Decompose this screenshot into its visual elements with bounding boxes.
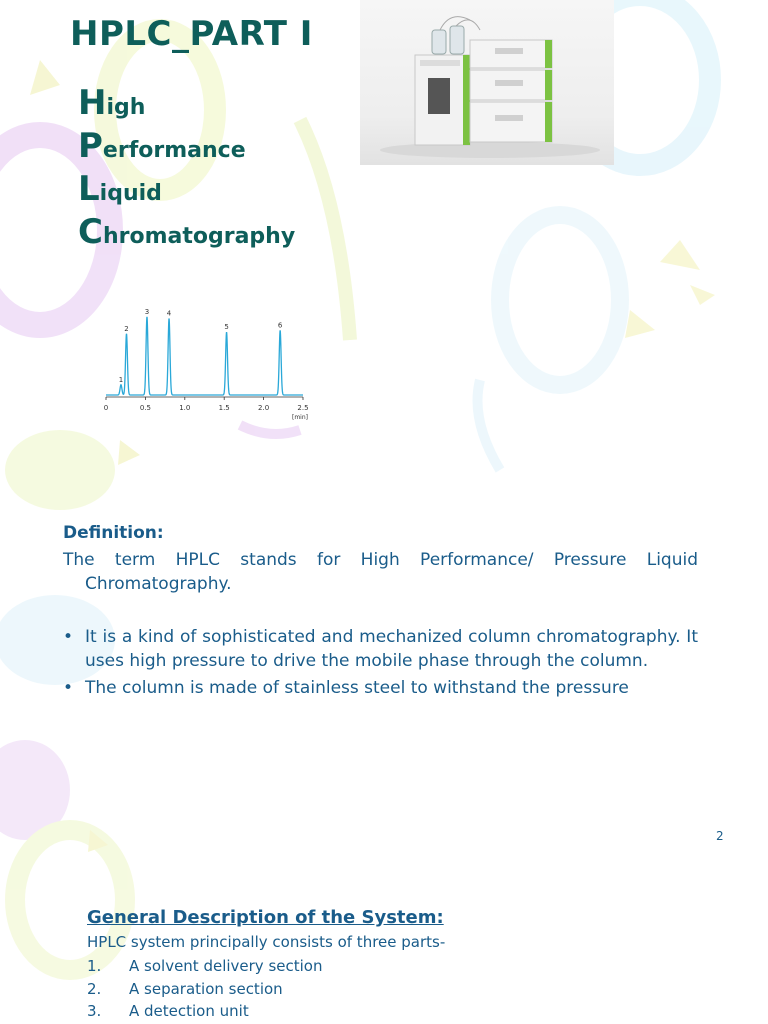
bullet-item xyxy=(63,626,698,673)
hplc-instrument-image xyxy=(360,0,614,165)
x-tick-label: 2.5 xyxy=(297,404,309,412)
list-item xyxy=(87,978,322,1001)
general-description-intro: HPLC system principally consists of three parts- xyxy=(87,933,446,951)
list-item xyxy=(87,955,322,978)
list-text: A solvent delivery section xyxy=(129,957,323,975)
list-number: 3. xyxy=(87,1002,102,1020)
definition-heading: Definition: xyxy=(63,523,164,543)
definition-bullets xyxy=(63,626,698,705)
hplc-acronym xyxy=(78,82,295,254)
x-tick-label: 1.0 xyxy=(179,404,191,412)
peak-label: 5 xyxy=(224,323,229,332)
acronym-letter: H xyxy=(78,83,107,123)
list-item xyxy=(87,1000,322,1023)
slide-title: HPLC_PART I xyxy=(70,14,313,54)
page-number: 2 xyxy=(716,829,724,843)
x-tick-label: 0.5 xyxy=(139,404,151,412)
acronym-line-liquid xyxy=(78,168,295,211)
peak-label: 3 xyxy=(144,307,150,316)
peak-label: 2 xyxy=(124,324,129,333)
chromatogram-chart xyxy=(100,298,310,423)
bullet-text: The column is made of stainless steel to withstand the pressure xyxy=(85,678,629,698)
x-tick-label: 1.5 xyxy=(218,404,230,412)
list-number: 1. xyxy=(87,957,102,975)
peak-label: 6 xyxy=(277,321,283,330)
peak-label: 4 xyxy=(166,309,172,318)
bullet-icon: • xyxy=(63,627,74,647)
acronym-letter: L xyxy=(78,169,100,209)
acronym-rest: erformance xyxy=(102,138,246,163)
list-text: A separation section xyxy=(129,979,283,998)
acronym-line-chromatography xyxy=(78,211,295,254)
system-parts-list xyxy=(87,955,322,1023)
hplc-instrument-icon xyxy=(360,0,614,165)
list-number: 2. xyxy=(87,979,102,998)
bullet-text: It is a kind of sophisticated and mechanized column chromatography. It uses high pressure to drive the mobile phase through the column. xyxy=(85,627,698,671)
list-text: A detection unit xyxy=(129,1002,249,1020)
x-tick-label: 2.0 xyxy=(258,404,270,412)
bullet-icon: • xyxy=(63,678,74,698)
acronym-line-high xyxy=(78,82,295,125)
x-tick-label: 0 xyxy=(103,404,109,412)
peak-label: 1 xyxy=(118,375,124,384)
acronym-letter: P xyxy=(78,126,103,166)
acronym-letter: C xyxy=(78,212,103,252)
x-axis-unit: [min] xyxy=(292,414,308,421)
acronym-line-performance xyxy=(78,125,295,168)
acronym-rest: hromatography xyxy=(102,224,296,249)
chromatogram-trace xyxy=(106,317,303,395)
general-description-heading: General Description of the System: xyxy=(87,907,444,928)
acronym-rest: igh xyxy=(106,95,146,120)
definition-text: The term HPLC stands for High Performance/ Pressure Liquid Chromatography. xyxy=(63,550,698,594)
acronym-rest: iquid xyxy=(99,181,162,206)
bullet-item xyxy=(63,677,698,701)
